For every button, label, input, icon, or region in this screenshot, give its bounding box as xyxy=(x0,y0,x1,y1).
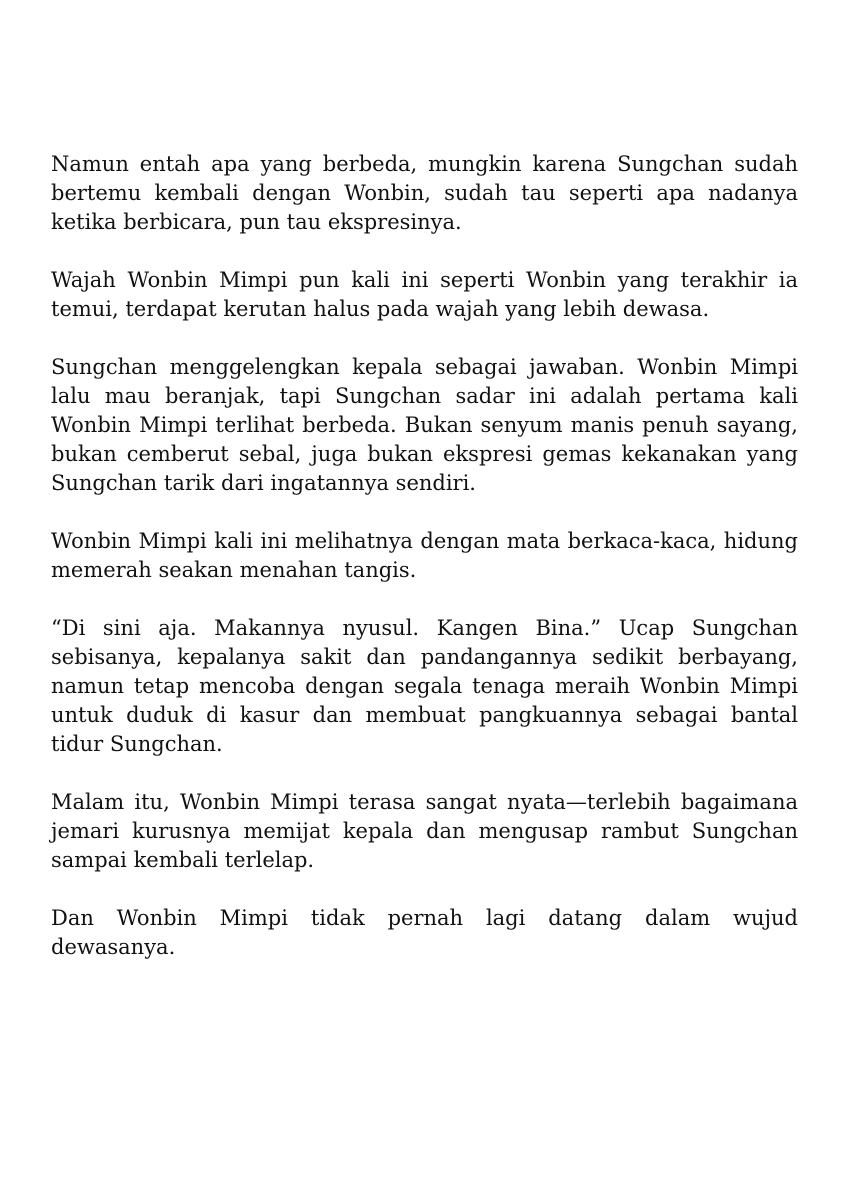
paragraph-7: Dan Wonbin Mimpi tidak pernah lagi datang dalam wujud dewasanya. xyxy=(51,906,798,959)
paragraph-1: Namun entah apa yang berbeda, mungkin karena Sungchan sudah bertemu kembali dengan Wonbin, sudah tau seperti apa nadanya ketika berbicara, pun tau ekspresinya. xyxy=(51,152,798,234)
paragraph-6: Malam itu, Wonbin Mimpi terasa sangat nyata—terlebih bagaimana jemari kurusnya memijat kepala dan mengusap rambut Sungchan sampai kembali terlelap. xyxy=(51,790,798,872)
paragraph-2: Wajah Wonbin Mimpi pun kali ini seperti Wonbin yang terakhir ia temui, terdapat kerutan halus pada wajah yang lebih dewasa. xyxy=(51,268,798,321)
paragraph-4: Wonbin Mimpi kali ini melihatnya dengan mata berkaca-kaca, hidung memerah seakan menahan tangis. xyxy=(51,529,798,582)
story-text xyxy=(51,150,798,962)
paragraph-3: Sungchan menggelengkan kepala sebagai jawaban. Wonbin Mimpi lalu mau beranjak, tapi Sungchan sadar ini adalah pertama kali Wonbin Mimpi terlihat berbeda. Bukan senyum manis penuh sayang, bukan cemberut sebal, juga bukan ekspresi gemas kekanakan yang Sungchan tarik dari ingatannya sendiri. xyxy=(51,355,798,495)
paragraph-5: “Di sini aja. Makannya nyusul. Kangen Bina.” Ucap Sungchan sebisanya, kepalanya sakit dan pandangannya sedikit berbayang, namun tetap mencoba dengan segala tenaga meraih Wonbin Mimpi untuk duduk di kasur dan membuat pangkuannya sebagai bantal tidur Sungchan. xyxy=(51,616,798,756)
